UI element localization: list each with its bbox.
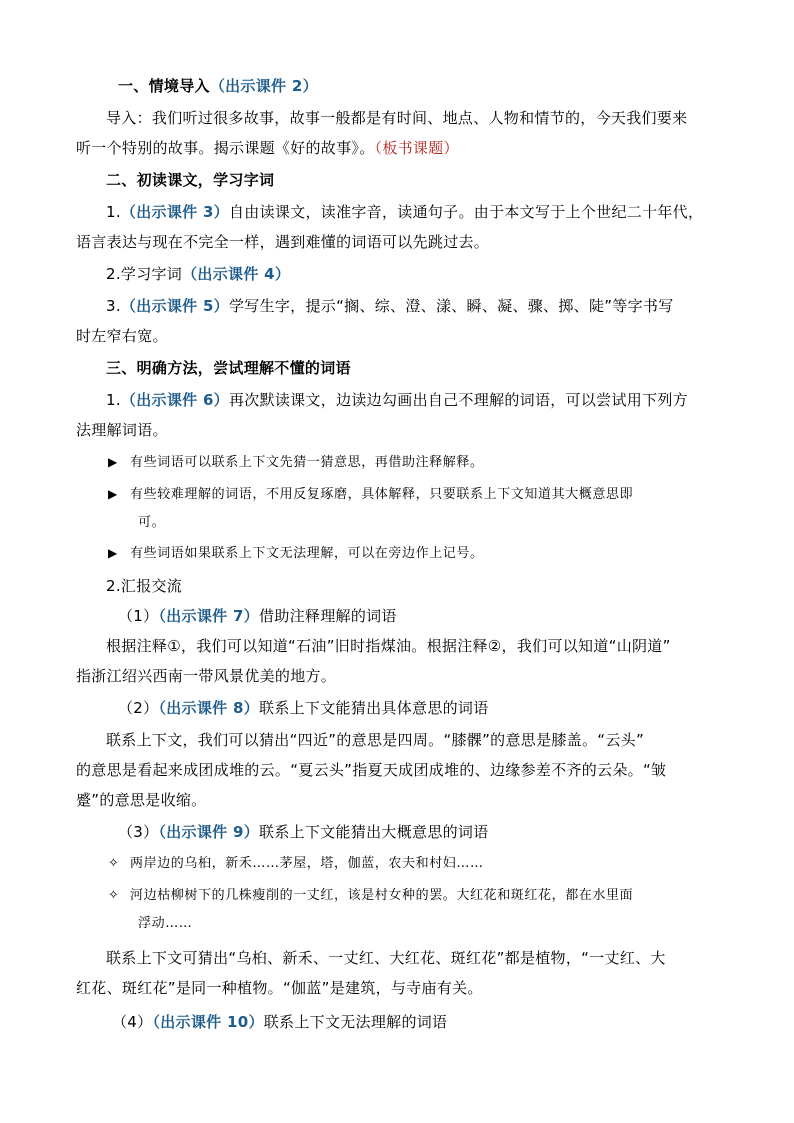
sub-1-paragraph-line-1: 根据注释①，我们可以知道“石油”旧时指煤油。根据注释②，我们可以知道“山阴道” (106, 637, 671, 655)
sub-2-paragraph-line-2: 的意思是看起来成团成堆的云。“夏云头”指夏天成团成堆的、边缘参差不齐的云朵。“皱 (76, 761, 667, 779)
section-3-heading: 三、明确方法，尝试理解不懂的词语 (106, 359, 351, 377)
method-bullet-3: ▶ 有些词语如果联系上下文无法理解，可以在旁边作上记号。 (108, 543, 484, 564)
arrow-bullet-icon: ▶ (108, 546, 118, 560)
method-bullet-2: ▶ 有些较难理解的词语，不用反复琢磨，具体解释，只要联系上下文知道其大概意思即 (108, 484, 633, 505)
arrow-bullet-icon: ▶ (108, 455, 118, 469)
section-2-item-2: 2.学习字词（出示课件 4） (106, 265, 291, 283)
section-2-item-1: 1.（出示课件 3）自由读课文，读准字音，读通句子。由于本文写于上个世纪二十年代， (106, 203, 704, 221)
sub-2-paragraph-line-3: 蹙”的意思是收缩。 (76, 791, 207, 809)
method-bullet-1: ▶ 有些词语可以联系上下文先猜一猜意思，再借助注释解释。 (108, 452, 484, 473)
section-1-paragraph-line-2: 听一个特别的故事。揭示课题《好的故事》。（板书课题） (76, 139, 459, 157)
arrow-bullet-icon: ▶ (108, 487, 118, 501)
diamond-bullet-icon: ✧ (108, 888, 120, 903)
section-1-paragraph-line-1: 导入：我们听过很多故事，故事一般都是有时间、地点、人物和情节的，今天我们要来 (106, 109, 688, 127)
sub-1-heading: （1）（出示课件 7）借助注释理解的词语 (118, 607, 397, 625)
sub-2-heading: （2）（出示课件 8）联系上下文能猜出具体意思的词语 (118, 699, 489, 717)
quote-bullet-1: ✧ 两岸边的乌桕，新禾……茅屋，塔，伽蓝，农夫和村妇…… (108, 854, 484, 874)
section-3-item-1: 1.（出示课件 6）再次默读课文，边读边勾画出自己不理解的词语，可以尝试用下列方 (106, 391, 688, 409)
sub-4-heading: （4）（出示课件 10）联系上下文无法理解的词语 (112, 1013, 448, 1031)
section-2-heading: 二、初读课文，学习字词 (106, 171, 275, 189)
sub-3-paragraph-line-2: 红花、斑红花”是同一种植物。“伽蓝”是建筑，与寺庙有关。 (76, 979, 483, 997)
method-bullet-2-cont: 可。 (138, 515, 166, 530)
sub-3-heading: （3）（出示课件 9）联系上下文能猜出大概意思的词语 (118, 823, 489, 841)
section-3-item-1-cont: 法理解词语。 (76, 421, 168, 439)
section-2-item-3: 3.（出示课件 5）学写生字，提示“搁、综、澄、漾、瞬、凝、骤、掷、陡”等字书写 (106, 297, 674, 315)
sub-2-paragraph-line-1: 联系上下文，我们可以猜出“四近”的意思是四周。“膝髁”的意思是膝盖。“云头” (106, 731, 645, 749)
sub-3-paragraph-line-1: 联系上下文可猜出“乌桕、新禾、一丈红、大红花、斑红花”都是植物，“一丈红、大 (106, 949, 666, 967)
section-2-item-3-cont: 时左窄右宽。 (76, 327, 168, 345)
section-2-item-1-cont: 语言表达与现在不完全一样，遇到难懂的词语可以先跳过去。 (76, 233, 490, 251)
section-1-heading: 一、情境导入（出示课件 2） (118, 77, 318, 95)
sub-1-paragraph-line-2: 指浙江绍兴西南一带风景优美的地方。 (76, 667, 337, 685)
quote-bullet-2: ✧ 河边枯柳树下的几株瘦削的一丈红，该是村女种的罢。大红花和斑红花，都在水里面 (108, 886, 633, 906)
quote-bullet-2-cont: 浮动…… (138, 916, 193, 931)
diamond-bullet-icon: ✧ (108, 856, 120, 871)
report-heading: 2.汇报交流 (106, 577, 183, 595)
